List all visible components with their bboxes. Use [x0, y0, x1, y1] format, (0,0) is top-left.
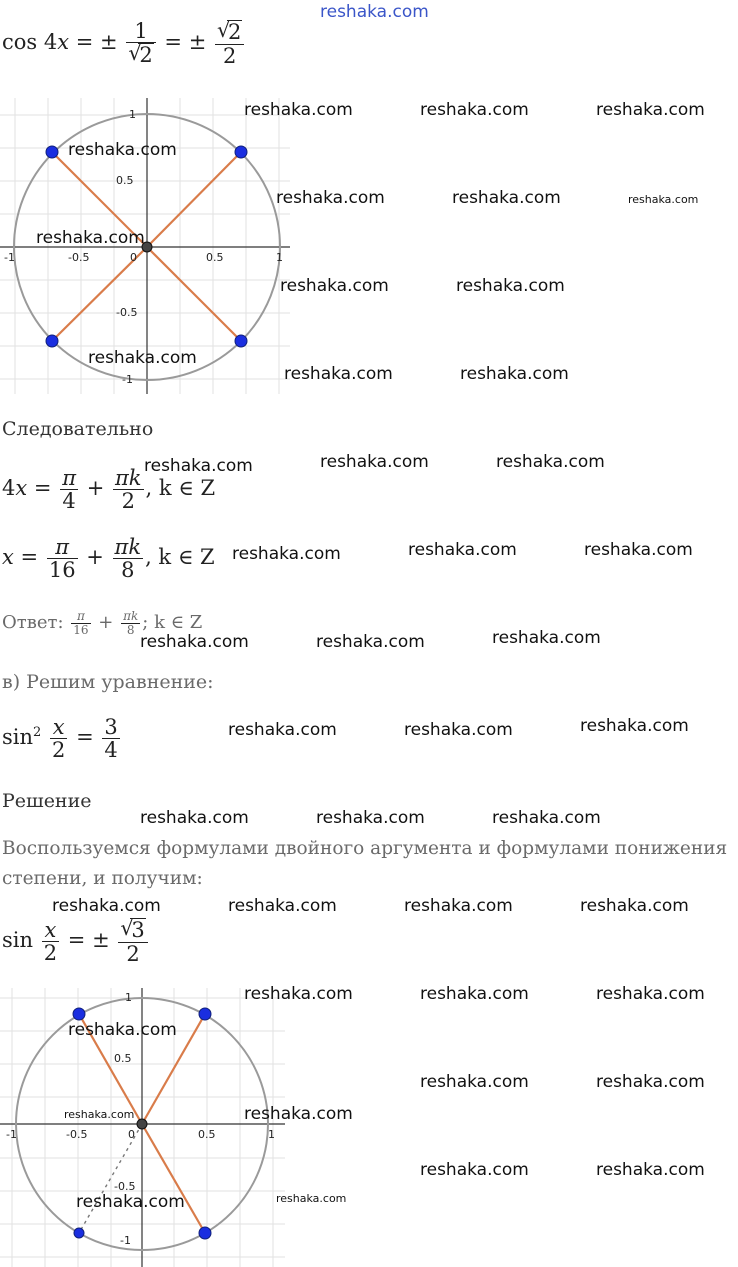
text-formulas-line-1: Воспользуемся формулами двойного аргумента и формулами понижения — [2, 838, 728, 859]
tick-origin-0: 0 — [130, 251, 137, 264]
tick-y-0.5: 0.5 — [116, 174, 134, 187]
point-q1 — [235, 146, 247, 158]
equation-4x: 4x = $\frac{\pi}{4}$ + $\frac{\pi k}{2}$ , k ∈ Z — [2, 466, 216, 514]
watermark: reshaka.com — [244, 100, 353, 120]
watermark: reshaka.com — [580, 716, 689, 736]
text-sledovatelno: Следовательно — [2, 418, 154, 440]
point-q3 — [46, 335, 58, 347]
tick-x-0.5: 0.5 — [206, 251, 224, 264]
watermark: reshaka.com — [408, 540, 517, 560]
point-q1 — [199, 1008, 211, 1020]
watermark: reshaka.com — [584, 540, 693, 560]
watermark: reshaka.com — [228, 720, 337, 740]
equation-sin2: $\sin^2$ $\frac{x}{2}$ = $\frac{3}{4}$ — [2, 715, 118, 763]
watermark: reshaka.com — [596, 1072, 705, 1092]
watermark: reshaka.com — [492, 628, 601, 648]
watermark: reshaka.com — [76, 1192, 185, 1212]
watermark: reshaka.com — [280, 276, 389, 296]
point-q2 — [73, 1008, 85, 1020]
watermark: reshaka.com — [52, 896, 161, 916]
watermark: reshaka.com — [36, 228, 145, 248]
watermark: reshaka.com — [228, 896, 337, 916]
tick-y-1: 1 — [125, 991, 132, 1004]
watermark: reshaka.com — [244, 984, 353, 1004]
watermark: reshaka.com — [320, 452, 429, 472]
equation-sin-x-half: sin $\frac{x}{2}$ = ± √ 3 2 — [2, 918, 150, 965]
watermark: reshaka.com — [316, 808, 425, 828]
text-formulas-line-2: степени, и получим: — [2, 868, 203, 889]
watermark: reshaka.com — [456, 276, 565, 296]
point-q3 — [74, 1228, 84, 1238]
watermark: reshaka.com — [404, 720, 513, 740]
watermark: reshaka.com — [496, 452, 605, 472]
tick-x-1: 1 — [268, 1128, 275, 1141]
watermark: reshaka.com — [460, 364, 569, 384]
watermark: reshaka.com — [420, 100, 529, 120]
watermark: reshaka.com — [68, 140, 177, 160]
tick-x-neg-1: -1 — [6, 1128, 17, 1141]
equation-cos4x: cos 4x = ± 1 √ 2 = ± √ 2 2 — [2, 20, 246, 67]
tick-x-neg-0.5: -0.5 — [68, 251, 90, 264]
fraction-one-over-root-two: 1 √ 2 — [126, 20, 155, 67]
watermark: reshaka.com — [596, 1160, 705, 1180]
answer-line: Ответ: $\frac{\pi}{16}$ + $\frac{\pi k}{8}$ ; k ∈ Z — [2, 609, 203, 637]
watermark: reshaka.com — [452, 188, 561, 208]
watermark: reshaka.com — [276, 188, 385, 208]
watermark: reshaka.com — [420, 984, 529, 1004]
tick-x-0.5: 0.5 — [198, 1128, 216, 1141]
text-part-v: в) Решим уравнение: — [2, 671, 214, 693]
text-reshenie: Решение — [2, 790, 92, 812]
tick-x-neg-1: -1 — [4, 251, 15, 264]
watermark: reshaka.com — [140, 808, 249, 828]
tick-y-neg-0.5: -0.5 — [116, 306, 138, 319]
watermark: reshaka.com — [420, 1160, 529, 1180]
tick-y-neg-1: -1 — [120, 1234, 131, 1247]
watermark: reshaka.com — [244, 1104, 353, 1124]
watermark: reshaka.com — [64, 1108, 135, 1121]
point-q4 — [199, 1227, 211, 1239]
point-q4 — [235, 335, 247, 347]
watermark: reshaka.com — [596, 984, 705, 1004]
watermark: reshaka.com — [628, 193, 699, 206]
point-q2 — [46, 146, 58, 158]
fraction-root-two-over-two: √ 2 2 — [215, 20, 244, 67]
tick-y-neg-0.5: -0.5 — [114, 1180, 136, 1193]
watermark: reshaka.com — [580, 896, 689, 916]
tick-x-1: 1 — [276, 251, 283, 264]
tick-x-neg-0.5: -0.5 — [66, 1128, 88, 1141]
watermark: reshaka.com — [276, 1192, 347, 1205]
site-watermark-top[interactable]: reshaka.com — [320, 2, 429, 22]
watermark: reshaka.com — [316, 632, 425, 652]
watermark: reshaka.com — [144, 456, 253, 476]
equation-x: x = $\frac{\pi}{16}$ + $\frac{\pi k}{8}$ , k ∈ Z — [2, 535, 215, 583]
tick-y-0.5: 0.5 — [114, 1052, 132, 1065]
watermark: reshaka.com — [232, 544, 341, 564]
origin-point — [137, 1119, 147, 1129]
tick-y-1: 1 — [129, 108, 136, 121]
watermark: reshaka.com — [596, 100, 705, 120]
watermark: reshaka.com — [284, 364, 393, 384]
tick-origin-0: 0 — [128, 1128, 135, 1141]
watermark: reshaka.com — [404, 896, 513, 916]
watermark: reshaka.com — [88, 348, 197, 368]
watermark: reshaka.com — [140, 632, 249, 652]
watermark: reshaka.com — [420, 1072, 529, 1092]
watermark: reshaka.com — [492, 808, 601, 828]
tick-y-neg-1: -1 — [122, 373, 133, 386]
watermark: reshaka.com — [68, 1020, 177, 1040]
